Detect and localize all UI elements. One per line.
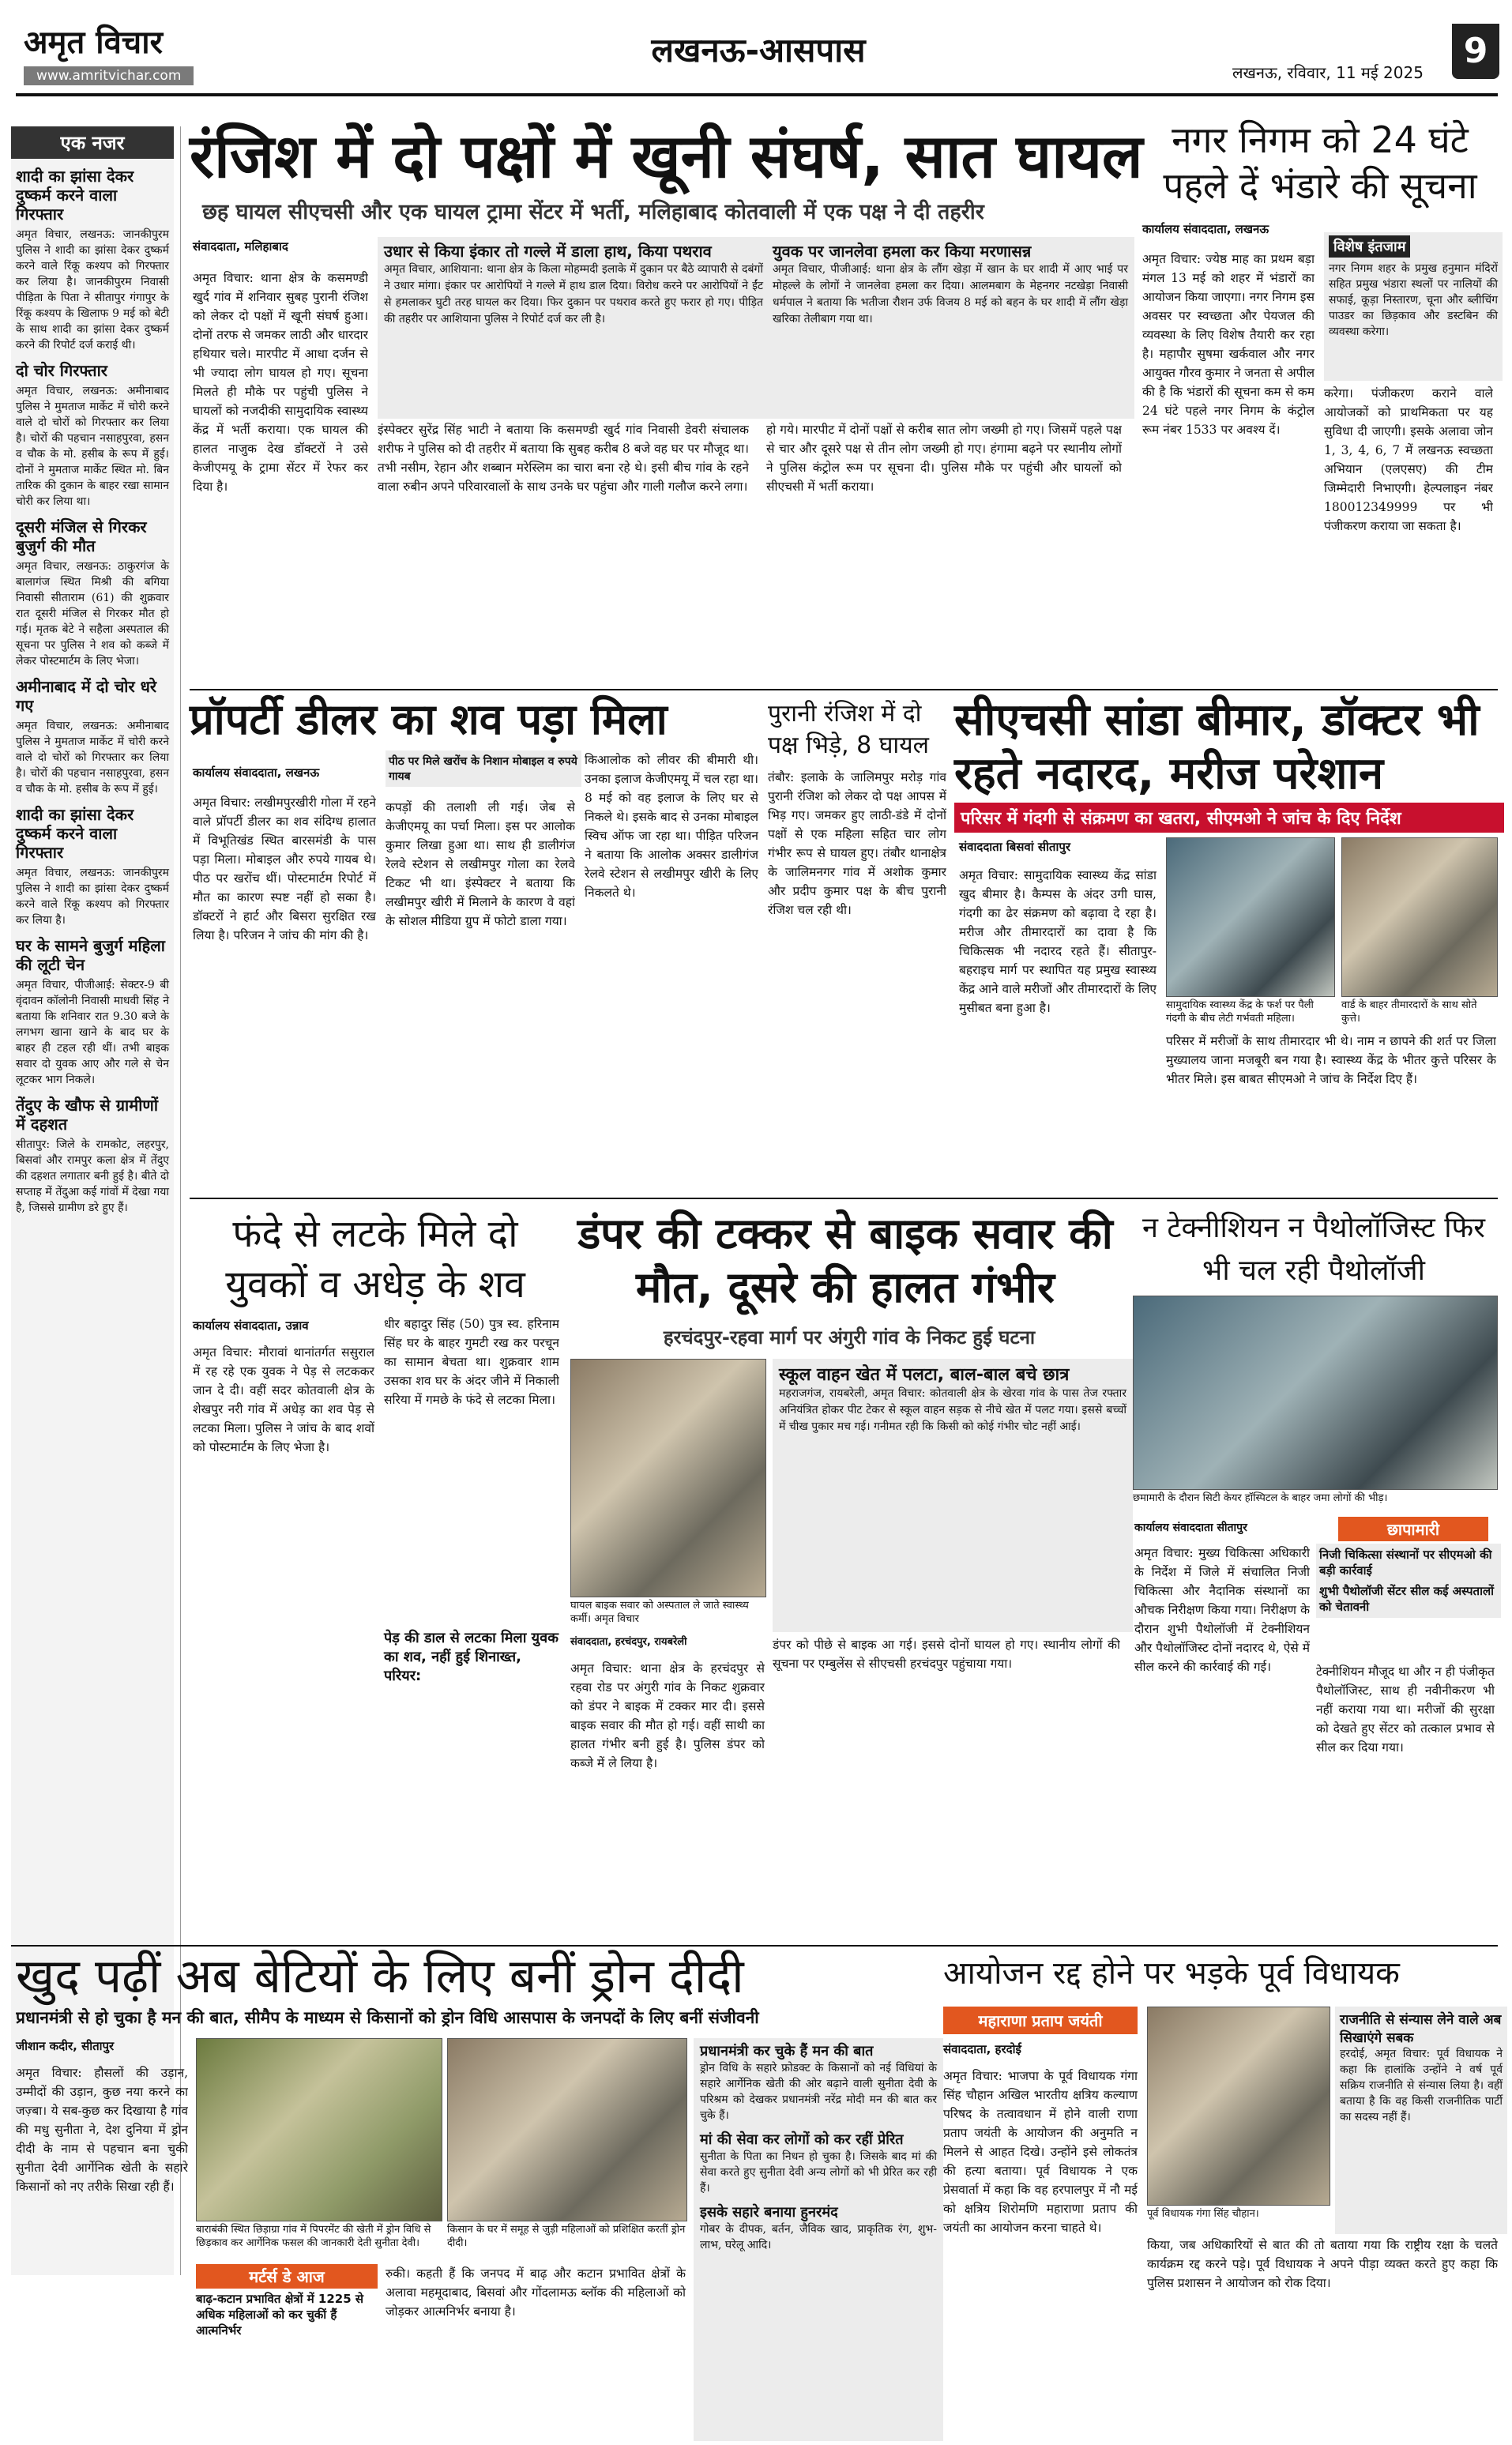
brief-headline: दो चोर गिरफ्तार <box>16 361 107 380</box>
story3-body-cont2: किआलोक को लीवर की बीमारी थी। उनका इलाज केजीएमयू में चल रहा था। 8 मई को वह इलाज के लिए घर से निकले थे। इसके बाद से उनका मोबाइल स्विच ऑफ जा रहा था। पीड़ित परिजन ने बताया कि आलोक अक्सर डालीगंज रेलवे स्टेशन से लखीमपुर खीरी के लिए निकलते थे। <box>585 753 758 900</box>
sidebar-label: एक नजर <box>11 126 174 159</box>
story1-sub2-box <box>766 237 1134 419</box>
story7-photo-ambulance <box>570 1359 766 1597</box>
story7-body: अमृत विचार: थाना क्षेत्र के हरचंदपुर से रहवा रोड पर अंगुरी गांव के निकट शुक्रवार को डंपर ने बाइक में टक्कर मार दी। इससे बाइक सवार की मौत हो गई। वहीं साथी का हालत गंभीर बनी हुई है। पुलिस डंपर को कब्जे में ले लिया है। <box>570 1661 765 1770</box>
story2-box-body: नगर निगम शहर के प्रमुख हनुमान मंदिरों सहित प्रमुख भंडारा स्थलों पर नालियों की सफाई, कूड़ा निस्तारण, चूना और ब्लीचिंग पाउडर का छिड़काव और डस्टबिन की व्यवस्था करेगा। <box>1329 262 1498 338</box>
section-rule <box>190 689 1498 690</box>
story9-box-body: सुनीता के पिता का निधन हो चुका है। जिसके बाद मां की सेवा करते हुए सुनीता देवी अन्य लोगों को भी प्रेरित कर रही हैं। <box>700 2150 937 2195</box>
story9-caption1: बाराबंकी स्थित छिड़ाग्रा गांव में पिपरमेंट की खेती में ड्रोन विधि से छिड़काव कर आर्गेनिक फसल की जानकारी देती सुनीता देवी। <box>196 2224 431 2249</box>
story2-box-label: विशेष इंतजाम <box>1329 235 1410 258</box>
story10-label: महाराणा प्रताप जयंती <box>943 2007 1138 2034</box>
website-url[interactable]: www.amritvichar.com <box>24 66 194 85</box>
story1-byline: संवाददाता, मलिहाबाद <box>193 239 288 254</box>
story7-headline: डंपर की टक्कर से बाइक सवार की मौत, दूसरे की हालत गंभीर <box>577 1209 1113 1312</box>
story8-bullet: शुभी पैथोलॉजी सेंटर सील कई अस्पतालों को चेतावनी <box>1319 1584 1495 1614</box>
brief-headline: अमीनाबाद में दो चोर धरे गए <box>16 677 157 715</box>
brief-headline: शादी का झांसा देकर दुष्कर्म करने वाला गिरफ्तार <box>16 167 134 224</box>
story9-photo-group <box>447 2038 687 2221</box>
story1-sub1-body: अमृत विचार, आशियाना: थाना क्षेत्र के किला मोहम्मदी इलाके में दुकान पर बैठे व्यापारी से दबंगों ने उधार मांगा। इंकार पर आरोपियों ने गल्ले में हाथ डाल दिया। विरोध करने पर आरोपियों ने ईंट से हमलाकर घुटी तरह घायल कर दिया। फिर दुकान पर पथराव करते हुए फरार हो गए। पीड़ित की तहरीर पर आशियाना पुलिस ने रिपोर्ट दर्ज कर ली है। <box>384 263 763 325</box>
story6-subhead: पेड़ की डाल से लटका मिला युवक का शव, नहीं हुई शिनाख्त, परियर: <box>384 1630 559 1684</box>
story3-body-cont: कपड़ों की तलाशी ली गई। जेब से केजीएमयू का पर्चा मिला। इस पर आलोक कुमार लिखा हुआ था। साथ ही डालीगंज रेलवे स्टेशन से लखीमपुर गोला का रेलवे टिकट भी था। इंस्पेक्टर ने बताया कि लखीमपुर खीरी में मिलाने के कारण वे वहां के सोशल मीडिया ग्रुप में फोटो डाला गया। <box>386 800 575 928</box>
story7-box-headline: स्कूल वाहन खेत में पलटा, बाल-बाल बचे छात्र <box>779 1365 1070 1385</box>
story10-headline: आयोजन रद्द होने पर भड़के पूर्व विधायक <box>943 1955 1400 1992</box>
story6-headline: फंदे से लटके मिले दो युवकों व अधेड़ के शव <box>225 1212 525 1307</box>
story10-caption: पूर्व विधायक गंगा सिंह चौहान। <box>1147 2208 1259 2220</box>
story10-body: अमृत विचार: भाजपा के पूर्व विधायक गंगा सिंह चौहान अखिल भारतीय क्षत्रिय कल्याण परिषद के तत्वावधान में होने वाली राणा प्रताप जयंती के आयोजन की अनुमति न मिलने से आहत दिखे। उन्होंने इसे लोकतंत्र की हत्या बताया। पूर्व विधायक ने एक प्रेसवार्ता में कहा कि वह हरपालपुर में नौ मई को क्षत्रिय शिरोमणि महाराणा प्रताप की जयंती का आयोजन करना चाहते थे। <box>943 2069 1138 2235</box>
story9-box-headline: मां की सेवा कर लोगों को कर रहीं प्रेरित <box>700 2131 904 2148</box>
story3-headline: प्रॉपर्टी डीलर का शव पड़ा मिला <box>190 694 668 744</box>
story7-byline: संवाददाता, हरचंदपुर, रायबरेली <box>570 1636 687 1648</box>
story2-special-box <box>1324 232 1503 381</box>
story5-caption1: सामुदायिक स्वास्थ्य केंद्र के फर्श पर पैली गंदगी के बीच लेटी गर्भवती महिला। <box>1166 999 1314 1025</box>
brief-body: अमृत विचार, लखनऊ: अमीनाबाद पुलिस ने मुमताज मार्केट में चोरी करने वाले दो चोरों को गिरफ्तार कर लिया है। चोरों की पहचान नसाहपुरवा, हसन व चौक के मो. हसीब के रूप में हुई। <box>16 720 169 796</box>
brief-headline: दूसरी मंजिल से गिरकर बुजुर्ग की मौत <box>16 517 147 555</box>
brief-headline: तेंदुए के खौफ से ग्रामीणों में दहशत <box>16 1096 159 1134</box>
masthead-rule <box>16 93 1498 96</box>
story1-body-cont2: हो गये। मारपीट में दोनों पक्षों से करीब सात लोग जख्मी हो गए। जिसमें पहले पक्ष से चार और दूसरे पक्ष से तीन लोग जख्मी हो गए। हंगामा बढ़ने पर स्थानीय लोगों ने पुलिस कंट्रोल रूम पर सूचना दी। पुलिस मौके पर पहुंची और घायलों को सीएचसी में भर्ती कराया। <box>766 423 1122 494</box>
story1-body-cont: इंस्पेक्टर सुरेंद्र सिंह भाटी ने बताया कि कसमण्डी खुर्द गांव निवासी डेवरी संचालक शरीफ ने पुलिस को दी तहरीर में बताया कि सुबह करीब 8 बजे वह घर पर मौजूद था। तभी नसीम, रेहान और शब्बान मरेस्लिम का चारा बना रहे थे। इसी बीच गांव के रहने वाला रुबीन अपने परिवारवालों के साथ उनके घर पहुंचा और गाली गलौज करने लगा। <box>378 423 749 494</box>
story9-deck: प्रधानमंत्री से हो चुका है मन की बात, सीमैप के माध्यम से किसानों को ड्रोन विधि आसपास के जनपदों के लिए बनीं संजीवनी <box>16 2008 759 2027</box>
story3-byline: कार्यालय संवाददाता, लखनऊ <box>193 765 320 780</box>
brief-headline: शादी का झांसा देकर दुष्कर्म करने वाला गिरफ्तार <box>16 805 134 862</box>
story6-body-cont: धीर बहादुर सिंह (50) पुत्र स्व. हरिनाम सिंह घर के बाहर गुमटी रख कर परचून का सामान बेचता था। शुक्रवार शाम उसका शव घर के अंदर जीने में निकाली सरिया में गमछे के फंदे से लटका मिला। <box>384 1317 559 1407</box>
story10-side-body: हरदोई, अमृत विचार: पूर्व विधायक ने कहा कि हालांकि उन्होंने ने वर्ष पूर्व सक्रिय राजनीति से संन्यास लिया है। वहीं बताया है कि वह किसी राजनीतिक पार्टी का सदस्य नहीं हैं। <box>1340 2048 1503 2123</box>
story1-sub2-headline: युवक पर जानलेवा हमला कर किया मरणासन्न <box>773 242 1032 261</box>
story8-caption: छमामारी के दौरान सिटी केयर हॉस्पिटल के बाहर जमा लोगों की भीड़। <box>1133 1492 1388 1504</box>
story10-side-headline: राजनीति से संन्यास लेने वाले अब सिखाएंगे सबक <box>1340 2012 1502 2046</box>
brief-body: अमृत विचार, लखनऊ: अमीनाबाद पुलिस ने मुमताज मार्केट में चोरी करने वाले दो चोरों को गिरफ्तार कर लिया है। चोरों की पहचान नसाहपुरवा, हसन व चौक के मो. हसीब के रूप में हुई। दोनों ने मुमताज मार्केट स्थित मो. बिन तारिक की दुकान के बाहर रखा सामान चोरी कर लिया था। <box>16 385 169 508</box>
story10-side-box <box>1335 2007 1507 2234</box>
story9-mothers-day-label: मर्टर्स डे आज <box>196 2264 378 2289</box>
story9-box-headline: इसके सहारे बनाया हुनरमंद <box>700 2204 838 2221</box>
newspaper-logo: अमृत विचार <box>24 24 163 61</box>
story5-headline: सीएचसी सांडा बीमार, डॉक्टर भी रहते नदारद, मरीज परेशान <box>954 694 1480 799</box>
story7-deck: हरचंदपुर-रहवा मार्ग पर अंगुरी गांव के निकट हुई घटना <box>663 1326 1036 1349</box>
story5-body-cont: परिसर में मरीजों के साथ तीमारदार भी थे। नाम न छापने की शर्त पर जिला मुख्यालय जाना मजबूरी बन गया है। स्वास्थ्य केंद्र के भीतर कुत्ते परिसर के भीतर मिले। इस बाबत सीएमओ ने जांच के निर्देश दिए हैं। <box>1166 1034 1496 1086</box>
story1-sub2-body: अमृत विचार, पीजीआई: थाना क्षेत्र के लौंग खेड़ा में खान के घर शादी में आए भाई पर मोहल्ले के लोगों ने जानलेवा हमला कर दिया। आलमबाग के मेहनगर नटखेड़ा निवासी धर्मपाल ने बताया कि भतीजा रौशन उर्फ विजय 8 मई को बहन के घर शादी में लौंग खेड़ा खरिका तेलीबाग गया था। <box>773 263 1128 325</box>
story5-photo-dogs <box>1341 837 1498 997</box>
story9-byline: जीशान कदीर, सीतापुर <box>16 2039 115 2053</box>
story5-caption2: वार्ड के बाहर तीमारदारों के साथ सोते कुत्ते। <box>1341 999 1477 1025</box>
story2-byline: कार्यालय संवाददाता, लखनऊ <box>1142 222 1269 236</box>
story9-box-body: गोबर के दीपक, बर्तन, जैविक खाद, प्राकृतिक रंग, शुभ-लाभ, घरेलू आदि। <box>700 2223 937 2251</box>
story5-body: अमृत विचार: सामुदायिक स्वास्थ्य केंद्र सांडा खुद बीमार है। कैम्पस के अंदर उगी घास, गंदगी का ढेर संक्रमण को बढ़ावा दे रहा है। मरीज और तीमारदारों का दावा है कि चिकित्सक भी नदारद रहते हैं। सीतापुर-बहराइच मार्ग पर स्थापित यह प्रमुख स्वास्थ्य केंद्र आने वाले मरीजों और तीमारदारों के लिए मुसीबत बना हुआ है। <box>959 868 1157 1015</box>
story9-bullet: बाढ़-कटान प्रभावित क्षेत्रों में 1225 से अधिक महिलाओं को कर चुकीं हैं आत्मनिर्भर <box>196 2292 364 2338</box>
section-rule <box>11 1945 1498 1947</box>
story6-byline: कार्यालय संवाददाता, उन्नाव <box>193 1318 309 1333</box>
story2-headline: नगर निगम को 24 घंटे पहले दें भंडारे की सूचना <box>1163 118 1477 207</box>
brief-body: अमृत विचार, पीजीआई: सेक्टर-9 बी वृंदावन कॉलोनी निवासी माधवी सिंह ने बताया कि शनिवार रात 9.30 बजे के लगभग खाना खाने के बाद घर के बाहर ही टहल रही थीं। तभी बाइक सवार दो युवक आए और गले से चेन लूटकर भाग निकले। <box>16 979 169 1086</box>
story1-headline: रंजिश में दो पक्षों में खूनी संघर्ष, सात घायल <box>190 121 1143 191</box>
story1-body <box>193 269 368 743</box>
story4-body: तंबौर: इलाके के जालिमपुर मरोड़ गांव पुरानी रंजिश को लेकर दो पक्ष आपस में भिड़ गए। जमकर हुए लाठी-डंडे में दोनों पक्षों से एक महिला सहित चार लोग गंभीर रूप से घायल हुए। तंबौर थानाक्षेत्र के जालिमनगर गांव में अशोक कुमार और प्रदीप कुमार पक्ष के बीच पुरानी रंजिश चल रही थी। <box>768 770 946 917</box>
story9-body-cont: रुकी। कहती हैं कि जनपद में बाढ़ और कटान प्रभावित क्षेत्रों के अलावा महमूदाबाद, बिसवां और गोंदलामऊ ब्लॉक की महिलाओं को जोड़कर आत्मनिर्भर बनाया है। <box>386 2266 686 2319</box>
story9-caption2: किसान के घर में समूह से जुड़ी महिलाओं को प्रशिक्षित करतीं ड्रोन दीदी। <box>447 2224 686 2249</box>
story2-body-cont: करेगा। पंजीकरण कराने वाले आयोजकों को प्राथमिकता पर यह सुविधा दी जाएगी। इसके अलावा जोन 1, 3, 4, 6, 7 में लखनऊ स्वच्छता अभियान (एलएसए) की टीम जिम्मेदारी निभाएगी। हेल्पलाइन नंबर 180012349999 पर भी पंजीकरण कराया जा सकता है। <box>1324 386 1493 533</box>
story8-byline: कार्यालय संवाददाता सीतापुर <box>1134 1522 1247 1534</box>
story3-body: अमृत विचार: लखीमपुरखीरी गोला में रहने वाले प्रॉपर्टी डीलर का शव संदिग्ध हालात में विभूतिखंड स्थित बारसमंडी के पास पड़ा मिला। मोबाइल और रुपये गायब थे। पीठ पर खरोंच थीं। पोस्टमार्टम रिपोर्ट में मौत का कारण स्पष्ट नहीं हो सका है। डॉक्टरों ने हार्ट और बिसरा सुरक्षित रख लिया है। परिजन ने जांच की मांग की है। <box>193 796 376 942</box>
story10-photo-former-mla <box>1147 2007 1330 2206</box>
story1-sub1-headline: उधार से किया इंकार तो गल्ले में डाला हाथ, किया पथराव <box>384 242 712 261</box>
story10-body-cont: किया, जब अधिकारियों से बात की तो बताया गया कि राष्ट्रीय रक्षा के चलते कार्यक्रम रद्द करने पड़े। पूर्व विधायक ने अपने पीड़ा व्यक्त करते हुए कहा कि पुलिस प्रशासन ने आयोजन को रोक दिया। <box>1147 2238 1498 2290</box>
story5-byline: संवाददाता बिसवां सीतापुर <box>959 840 1070 854</box>
story4-headline: पुरानी रंजिश में दो पक्ष भिड़े, 8 घायल <box>768 700 929 759</box>
story9-photo-field <box>196 2038 442 2221</box>
story8-photo-raid <box>1133 1296 1498 1490</box>
story8-body-cont: टेक्नीशियन मौजूद था और न ही पंजीकृत पैथोलॉजिस्ट, साथ ही नवीनीकरण भी नहीं कराया गया था। मरीजों की सुरक्षा को देखते हुए सेंटर को तत्काल प्रभाव से सील कर दिया गया। <box>1316 1664 1495 1755</box>
story9-pm-box <box>694 2038 943 2441</box>
story2-body: अमृत विचार: ज्येष्ठ माह का प्रथम बड़ा मंगल 13 मई को शहर में भंडारों का आयोजन किया जाएगा। नगर निगम इस अवसर पर स्वच्छता और पेयजल की व्यवस्था के लिए विशेष तैयारी कर रहा है। महापौर सुषमा खर्कवाल और नगर आयुक्त गौरव कुमार ने जनता से अपील की है कि भंडारों की सूचना कम से कम 24 घंटे पहले नगर निगम के कंट्रोल रूम नंबर 1533 पर अवश्य दें। <box>1142 252 1315 437</box>
story8-label: छापामारी <box>1338 1517 1488 1541</box>
brief-body: सीतापुर: जिले के रामकोट, लहरपुर, बिसवां और रामपुर कला क्षेत्र में तेंदुए की दहशत लगातार बनी हुई है। बीते दो सप्ताह में तेंदुआ कई गांवों में देखा गया है, जिससे ग्रामीण डरे हुए हैं। <box>16 1138 169 1214</box>
story1-sub1-box <box>378 237 769 419</box>
story5-photo-patients <box>1166 837 1335 997</box>
story1-deck: छह घायल सीएचसी और एक घायल ट्रामा सेंटर में भर्ती, मलिहाबाद कोतवाली में एक पक्ष ने दी तहरीर <box>202 200 984 224</box>
story6-body: अमृत विचार: मौरावां थानांतर्गत ससुराल में रह रहे एक युवक ने पेड़ से लटककर जान दे दी। वहीं सदर कोतवाली क्षेत्र के शेखपुर नरी गांव में अधेड़ का शव पेड़ से लटका मिला। पुलिस ने जांच के बाद शवों को पोस्टमार्टम के लिए भेजा है। <box>193 1345 374 1454</box>
story5-deck: परिसर में गंदगी से संक्रमण का खतरा, सीएमओ ने जांच के दिए निर्देश <box>954 803 1504 833</box>
story1-para: अमृत विचार: थाना क्षेत्र के कसमण्डी खुर्द गांव में शनिवार सुबह पुरानी रंजिश को लेकर दो पक्षों में खूनी संघर्ष हुआ। दोनों तरफ से जमकर लाठी और धारदार हथियार चले। मारपीट में आधा दर्जन से भी ज्यादा लोग घायल हो गए। सूचना मिलते ही मौके पर पहुंची पुलिस ने घायलों को नजदीकी सामुदायिक स्वास्थ्य केंद्र में भर्ती कराया। एक घायल की हालत नाजुक देख डॉक्टरों ने उसे केजीएमयू के ट्रामा सेंटर में रेफर कर दिया है। <box>193 271 368 494</box>
story9-headline: खुद पढ़ीं अब बेटियों के लिए बनीं ड्रोन दीदी <box>16 1949 744 2004</box>
story7-caption: घायल बाइक सवार को अस्पताल ले जाते स्वास्थ्य कर्मी। अमृत विचार <box>570 1600 749 1625</box>
story8-bullet: निजी चिकित्सा संस्थानों पर सीएमओ की बड़ी कार्रवाई <box>1319 1548 1492 1578</box>
story8-body: अमृत विचार: मुख्य चिकित्सा अधिकारी के निर्देश में जिले में संचालित निजी चिकित्सा और नैदानिक संस्थानों का औचक निरीक्षण किया गया। निरीक्षण के दौरान शुभी पैथोलॉजी में टेक्नीशियन और पैथोलॉजिस्ट दोनों नदारद थे, ऐसे में सील करने की कार्रवाई की गई। <box>1134 1546 1310 1674</box>
brief-body: अमृत विचार, लखनऊ: ठाकुरगंज के बालागंज स्थित मिश्री की बगिया निवासी सीताराम (61) की शुक्रवार रात दूसरी मंजिल से गिरकर मौत हो गई। मृतक बेटे ने सहैला अस्पताल की सूचना पर पुलिस ने शव को कब्जे में लेकर पोस्टमार्टम के लिए भेजा। <box>16 560 169 668</box>
story8-bullets <box>1316 1544 1501 1618</box>
story7-box-body: महराजगंज, रायबरेली, अमृत विचार: कोतवाली क्षेत्र के खेरवा गांव के पास तेज रफ्तार अनियंत्रित होकर पीट टेकर से स्कूल वाहन सड़क से नीचे खेत में पलट गया। इससे बच्चों में चीख पुकार मच गई। गनीमत रही कि किसी को कोई गंभीर चोट नहीं आई। <box>779 1387 1126 1433</box>
brief-headline: घर के सामने बुजुर्ग महिला की लूटी चेन <box>16 936 165 974</box>
page-number: 9 <box>1452 24 1499 79</box>
story7-body-cont: डंपर को पीछे से बाइक आ गई। इससे दोनों घायल हो गए। स्थानीय लोगों की सूचना पर एम्बुलेंस से सीएचसी हरचंदपुर पहुंचाया गया। <box>773 1638 1120 1671</box>
issue-date: लखनऊ, रविवार, 11 मई 2025 <box>1232 63 1424 82</box>
story8-headline: न टेक्नीशियन न पैथोलॉजिस्ट फिर भी चल रही पैथोलॉजी <box>1142 1212 1486 1287</box>
section-rule <box>190 1198 1498 1199</box>
story9-box-body: ड्रोन विधि के सहारे फ्रोडक्ट के किसानों को नई विधियां के सहारे आर्गेनिक खेती की ओर बढ़ाने वाली सुनीता देवी के परिश्रम को देखकर प्रधानमंत्री नरेंद्र मोदी मन की बात कर चुके हैं। <box>700 2062 937 2122</box>
story9-box-headline: प्रधानमंत्री कर चुके हैं मन की बात <box>700 2043 874 2059</box>
story9-body: अमृत विचार: हौसलों की उड़ान, उम्मीदों की उड़ान, कुछ नया करने का जज़्बा। ये सब-कुछ कर दिखाया है गांव की मधु सुनीता ने, देश दुनिया में ड्रोन दीदी के नाम से पहचान बना चुकी सुनीता देवी आर्गेनिक खेती के सहारे किसानों को नए तरीके सिखा रही हैं। <box>16 2066 188 2194</box>
story7-school-van-box <box>773 1359 1133 1632</box>
brief-body: अमृत विचार, लखनऊ: जानकीपुरम पुलिस ने शादी का झांसा देकर दुष्कर्म करने वाले रिंकू कश्यप को गिरफ्तार कर लिया है। <box>16 867 169 927</box>
story10-byline: संवाददाता, हरदोई <box>943 2042 1021 2056</box>
story3-tag: पीठ पर मिले खरोंच के निशान मोबाइल व रुपये गायब <box>386 750 581 787</box>
brief-body: अमृत विचार, लखनऊ: जानकीपुरम पुलिस ने शादी का झांसा देकर दुष्कर्म करने वाले रिंकू कश्यप को गिरफ्तार कर लिया है। जानकीपुरम निवासी पीड़िता के पिता ने सीतापुर गंगापुर के रिंकू कश्यप के खिलाफ 9 मई को बेटी के साथ शादी का झांसा देकर दुष्कर्म करने की रिपोर्ट दर्ज कराई थी। <box>16 228 169 352</box>
section-title: लखनऊ-आसपास <box>651 31 866 70</box>
